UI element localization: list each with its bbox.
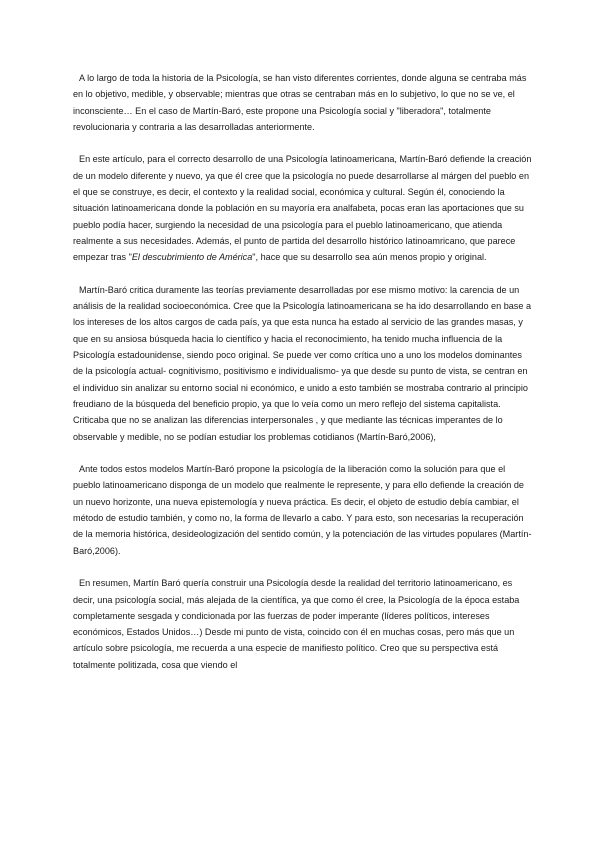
paragraph-5 (73, 575, 533, 673)
paragraph-text: Ante todos estos modelos Martín-Baró propone la psicología de la liberación como la solución para que el pueblo latinoamericano disponga de un modelo que realmente le represente, y para ello defiende la creación de un nuevo horizonte, una nueva epistemología y nueva práctica. Es decir, el objeto de estudio debía cambiar, el método de estudio también, y como no, la forma de llevarlo a cabo. Y para esto, son necesarias la recuperación de la memoria histórica, desideologización del sentido común, y la potenciación de las virtudes populares (Martín-Baró,2006). (73, 464, 532, 556)
paragraph-text: En resumen, Martín Baró quería construir una Psicología desde la realidad del territorio latinoamericano, es decir, una psicología social, más alejada de la científica, ya que como él cree, la Psicología de la época estaba completamente sesgada y condicionada por las fuerzas de poder imperante (líderes políticos, intereses económicos, Estados Unidos…) Desde mi punto de vista, coincido con él en muchas cosas, pero más que un artículo sobre psicología, me recuerda a una especie de manifiesto político. Creo que su perspectiva está totalmente politizada, cosa que viendo el (73, 578, 520, 670)
paragraph-1 (73, 70, 533, 135)
paragraph-text: A lo largo de toda la historia de la Psicología, se han visto diferentes corrientes, donde alguna se centraba más en lo objetivo, medible, y observable; mientras que otras se centraban más en lo subjetivo, lo que no se ve, el inconsciente… En el caso de Martín-Baró, este propone una Psicología social y "liberadora", totalmente revolucionaria y contraria a las desarrolladas anteriormente. (73, 73, 527, 132)
paragraph-text: En este artículo, para el correcto desarrollo de una Psicología latinoamericana, Martín-Baró defiende la creación de un modelo diferente y nuevo, ya que él cree que la psicología no puede desarrollarse al márgen del pueblo en el que se construye, es decir, el contexto y la realidad social, económica y cultural. Según él, conociendo la situación latinoamericana donde la población en su mayoría era analfabeta, pocas eran las aportaciones que su pueblo podía hacer, surgiendo la necesidad de una psicología para el pueblo latinoamericano, que atienda realmente a sus necesidades. Además, el punto de partida del desarrollo histórico latinoamricano, que parece empezar tras " (73, 154, 532, 263)
paragraph-text: Martín-Baró critica duramente las teorías previamente desarrolladas por ese mismo motivo: la carencia de un análisis de la realidad socioeconómica. Cree que la Psicología latinoamericana se ha ido desarrollando en base a los intereses de los altos cargos de cada país, ya que esta nunca ha estado al servicio de las grandes masas, y que en su ansiosa búsqueda hacia lo científico y hacia el reconocimiento, ha tenido mucha influencia de la Psicología estadounidense, siendo poco original. Se puede ver como crítica uno a uno los modelos dominantes de la psicología actual- cognitivismo, positivismo e individualismo- ya que desde su punto de vista, se centran en el individuo sin analizar su entorno social ni económico, e unido a esto también se mostraba contrario al principio freudiano de la búsqueda del beneficio propio, ya que lo veía como un mero reflejo del sistema capitalista. Criticaba que no se analizan las diferencias interpersonales , y que mediante las técnicas imperantes de lo observable y medible, no se podían estudiar los problemas cotidianos (Martín-Baró,2006), (73, 284, 531, 442)
italic-title: El descubrimiento de América (131, 252, 253, 263)
paragraph-4 (73, 461, 533, 559)
paragraph-2 (73, 151, 533, 265)
paragraph-3 (73, 282, 533, 445)
paragraph-text: ", hace que su desarrollo sea aún menos propio y original. (252, 252, 487, 263)
document-body (73, 70, 533, 689)
